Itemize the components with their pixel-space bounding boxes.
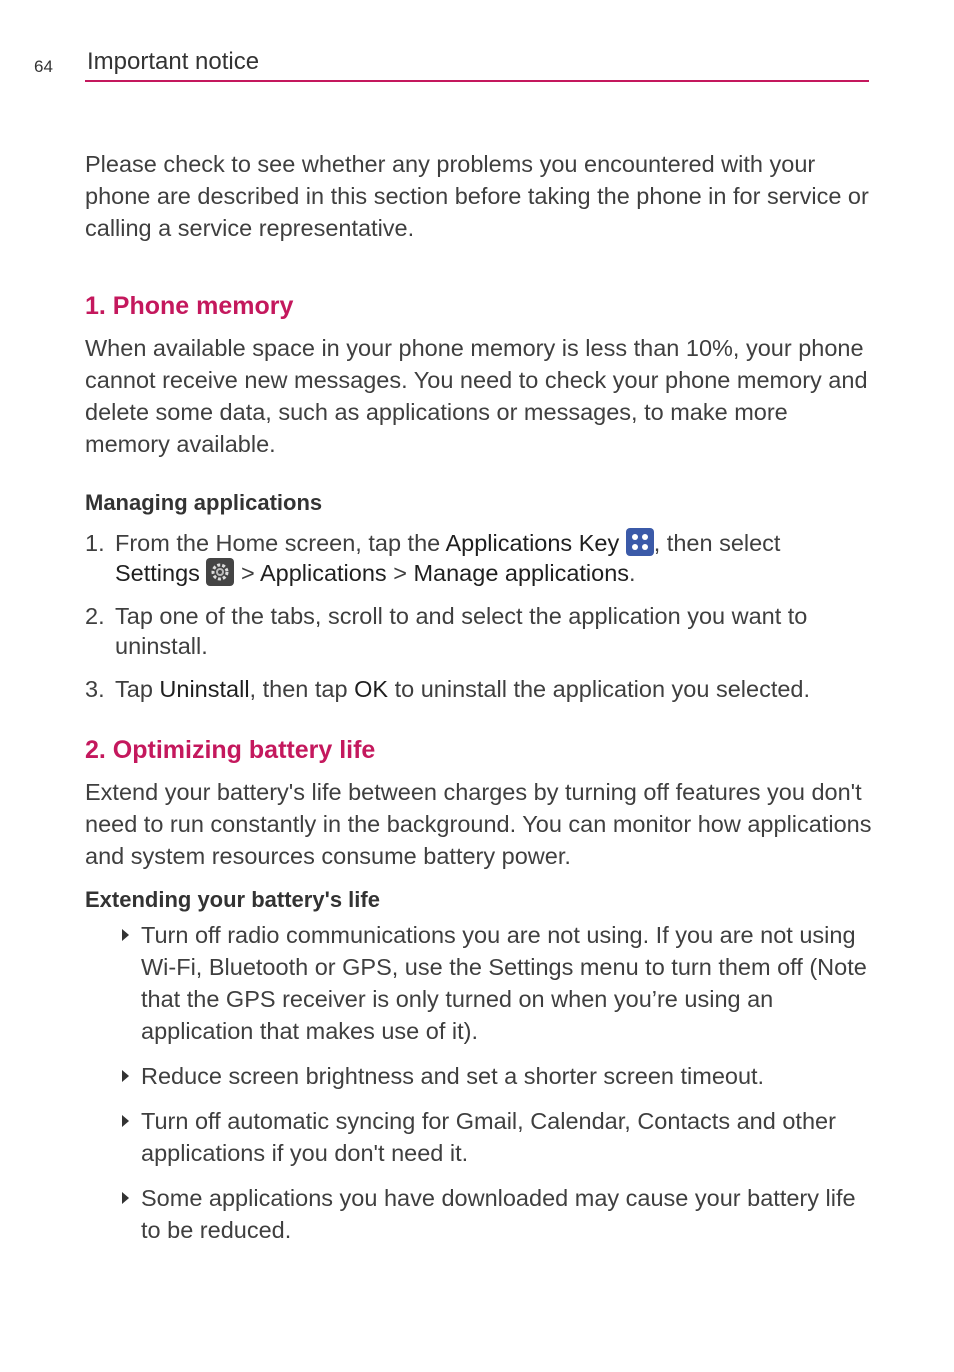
step-number: 1.	[85, 530, 105, 556]
list-item	[85, 919, 875, 1047]
step-number: 2.	[85, 603, 105, 629]
list-item	[85, 1182, 875, 1246]
list-item	[85, 1060, 875, 1092]
settings-gear-icon	[206, 558, 234, 586]
ok-label: OK	[354, 676, 389, 702]
list-item	[85, 528, 875, 588]
subheading-managing-applications: Managing applications	[85, 490, 323, 515]
bullet-triangle-icon	[122, 929, 129, 941]
step-text: , then tap	[249, 676, 355, 702]
manage-applications-label: Manage applications	[413, 560, 630, 586]
settings-label: Settings	[115, 560, 200, 586]
intro-paragraph: Please check to see whether any problems you encountered with your phone are described in this section before taking the phone in for service or calling a service representative.	[85, 151, 869, 241]
bullet-text: Turn off radio communications you are not using. If you are not using Wi-Fi, Bluetooth or GPS, use the Settings menu to turn them off (Note that the GPS receiver is only turned on when you’re using an application that makes use of it).	[141, 922, 867, 1044]
bullet-triangle-icon	[122, 1192, 129, 1204]
battery-tips-list	[85, 919, 875, 1246]
phone-memory-paragraph: When available space in your phone memory is less than 10%, your phone cannot receive new messages. You need to check your phone memory and delete some data, such as applications or messages, to make more memory available.	[85, 335, 868, 457]
step-text: >	[386, 560, 414, 586]
list-item	[85, 601, 875, 661]
managing-applications-steps	[85, 528, 875, 704]
section-heading-phone-memory: 1. Phone memory	[85, 292, 294, 320]
bullet-triangle-icon	[122, 1070, 129, 1082]
bullet-text: Turn off automatic syncing for Gmail, Calendar, Contacts and other applications if you don't need it.	[141, 1108, 836, 1166]
step-text: Tap	[115, 676, 160, 702]
uninstall-label: Uninstall	[159, 676, 250, 702]
subheading-extending-battery: Extending your battery's life	[85, 887, 380, 912]
section-heading-battery-life: 2. Optimizing battery life	[85, 736, 376, 764]
header-title: Important notice	[87, 48, 260, 75]
applications-label: Applications	[259, 560, 387, 586]
bullet-triangle-icon	[122, 1115, 129, 1127]
bullet-text: Reduce screen brightness and set a shorter screen timeout.	[141, 1063, 765, 1089]
step-number: 3.	[85, 676, 105, 702]
page-number: 64	[34, 57, 53, 76]
step-text: >	[234, 560, 260, 586]
list-item	[85, 674, 875, 704]
bullet-text: Some applications you have downloaded may cause your battery life to be reduced.	[141, 1185, 856, 1243]
applications-key-label: Applications Key	[445, 530, 620, 556]
step-text: .	[629, 560, 636, 586]
applications-key-icon	[626, 528, 654, 556]
list-item	[85, 1105, 875, 1169]
step-text: , then select	[653, 530, 781, 556]
step-text: Tap one of the tabs, scroll to and select the application you want to uninstall.	[115, 603, 808, 659]
battery-life-paragraph: Extend your battery's life between charges by turning off features you don't need to run constantly in the background. You can monitor how applications and system resources consume battery power.	[85, 779, 872, 869]
header-divider	[85, 80, 869, 82]
step-text: From the Home screen, tap the	[115, 530, 446, 556]
step-text: to uninstall the application you selected.	[388, 676, 811, 702]
main-content	[85, 148, 875, 1259]
